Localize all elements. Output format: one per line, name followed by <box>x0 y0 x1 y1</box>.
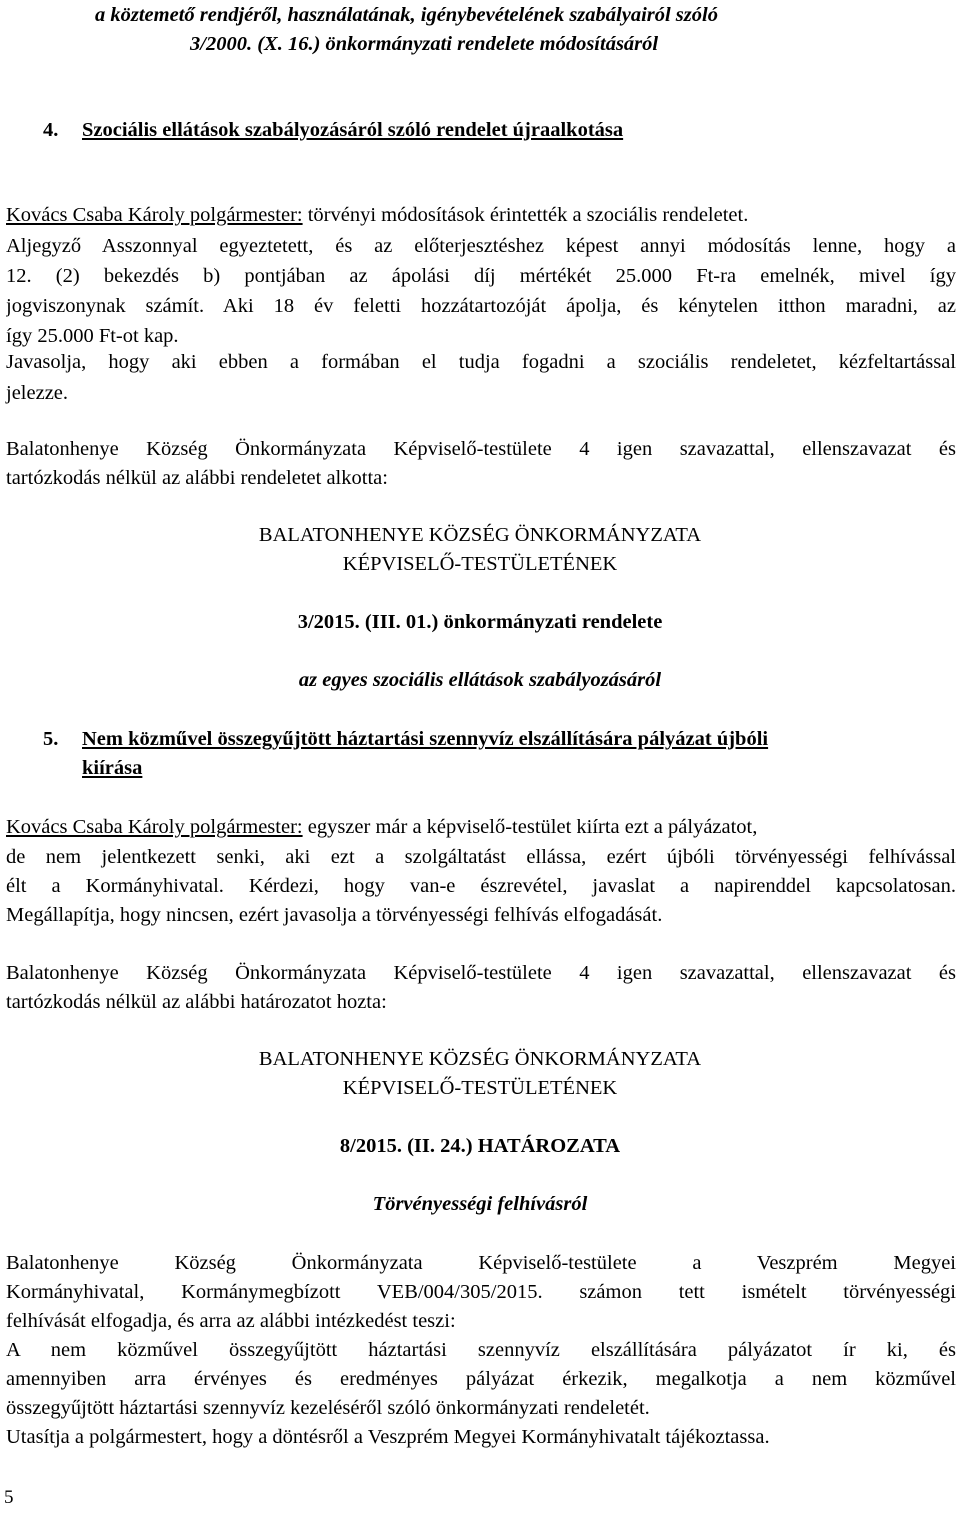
section-4-title: Szociális ellátások szabályozásáról szóló rendelet újraalkotása <box>82 119 624 141</box>
section-5-paragraph-1-line-1 <box>6 815 757 839</box>
section-5-paragraph-1-line-3: élt a Kormányhivatal. Kérdezi, hogy van-e észrevétel, javaslat a napirenddel kapcsolatosan. <box>6 875 956 897</box>
council-name-line-1: BALATONHENYE KÖZSÉG ÖNKORMÁNYZATA <box>258 524 702 546</box>
section-4-paragraph-2-line-1: Javasolja, hogy aki ebben a formában el tudja fogadni a szociális rendeletet, kézfeltartással <box>6 351 956 373</box>
section-4-vote-line-1: Balatonhenye Község Önkormányzata Képviselő-testülete 4 igen szavazattal, ellenszavazat és <box>6 438 956 460</box>
section-5-paragraph-1-line-4: Megállapítja, hogy nincsen, ezért javasolja a törvényességi felhívás elfogadását. <box>6 904 663 926</box>
speech-text: egyszer már a képviselő-testület kiírta ezt a pályázatot, <box>302 816 758 838</box>
section-5-title-line-2: kiírása <box>82 757 143 779</box>
decree-title: az egyes szociális ellátások szabályozásáról <box>298 669 662 691</box>
council-name-line-2: KÉPVISELŐ-TESTÜLETÉNEK <box>342 1077 618 1099</box>
resolution-text-line-7: Utasítja a polgármestert, hogy a döntésről a Veszprém Megyei Kormányhivatalt tájékoztassa. <box>6 1426 770 1448</box>
section-5-title-line-1: Nem közművel összegyűjtött háztartási szennyvíz elszállítására pályázat újbóli <box>82 728 769 750</box>
resolution-text-line-4: A nem közművel összegyűjtött háztartási szennyvíz elszállítására pályázatot ír ki, és <box>6 1339 956 1361</box>
resolution-text-line-6: összegyűjtött háztartási szennyvíz kezeléséről szóló önkormányzati rendeletét. <box>6 1397 650 1419</box>
section-5-paragraph-1-line-2: de nem jelentkezett senki, aki ezt a szolgáltatást ellássa, ezért újbóli törvényességi felhívással <box>6 846 956 868</box>
speaker-name: Kovács Csaba Károly polgármester: <box>6 816 303 838</box>
section-4-paragraph-1-line-2: Aljegyző Asszonnyal egyeztetett, és az előterjesztéshez képest annyi módosítás lenne, hogy a <box>6 235 956 257</box>
speech-text: törvényi módosítások érintették a szociális rendeletet. <box>302 204 749 226</box>
decree-number: 3/2015. (III. 01.) önkormányzati rendelete <box>297 611 663 633</box>
section-4-number: 4. <box>43 119 59 141</box>
section-4-paragraph-1-line-5: így 25.000 Ft-ot kap. <box>6 325 179 347</box>
resolution-text-line-5: amennyiben arra érvényes és eredményes pályázat érkezik, megalkotja a nem közművel <box>6 1368 956 1390</box>
council-name-line-1: BALATONHENYE KÖZSÉG ÖNKORMÁNYZATA <box>258 1048 702 1070</box>
section-4-paragraph-1-line-4: jogviszonynak számít. Aki 18 év feletti hozzátartozóját ápolja, és kénytelen itthon maradni, az <box>6 295 956 317</box>
council-name-line-2: KÉPVISELŐ-TESTÜLETÉNEK <box>342 553 618 575</box>
resolution-number: 8/2015. (II. 24.) HATÁROZATA <box>339 1135 621 1157</box>
section-5-vote-line-2: tartózkodás nélkül az alábbi határozatot hozta: <box>6 991 387 1013</box>
section-4-vote-line-2: tartózkodás nélkül az alábbi rendeletet alkotta: <box>6 467 388 489</box>
section-4-paragraph-1-line-1 <box>6 203 748 227</box>
resolution-title: Törvényességi felhívásról <box>372 1193 588 1215</box>
section-4-paragraph-2-line-2: jelezze. <box>6 382 69 404</box>
resolution-text-line-1: Balatonhenye Község Önkormányzata Képviselő-testülete a Veszprém Megyei <box>6 1252 956 1274</box>
section-5-number: 5. <box>43 728 59 750</box>
header-line-1: a köztemető rendjéről, használatának, igénybevételének szabályairól szóló <box>95 4 718 26</box>
speaker-name: Kovács Csaba Károly polgármester: <box>6 204 303 226</box>
page-number: 5 <box>4 1487 14 1508</box>
section-5-vote-line-1: Balatonhenye Község Önkormányzata Képviselő-testülete 4 igen szavazattal, ellenszavazat és <box>6 962 956 984</box>
section-4-paragraph-1-line-3: 12. (2) bekezdés b) pontjában az ápolási díj mértékét 25.000 Ft-ra emelnék, mivel így <box>6 265 956 287</box>
header-line-2: 3/2000. (X. 16.) önkormányzati rendelete módosításáról <box>190 33 659 55</box>
resolution-text-line-3: felhívását elfogadja, és arra az alábbi intézkedést teszi: <box>6 1310 456 1332</box>
resolution-text-line-2: Kormányhivatal, Kormánymegbízott VEB/004/305/2015. számon tett ismételt törvényességi <box>6 1281 956 1303</box>
